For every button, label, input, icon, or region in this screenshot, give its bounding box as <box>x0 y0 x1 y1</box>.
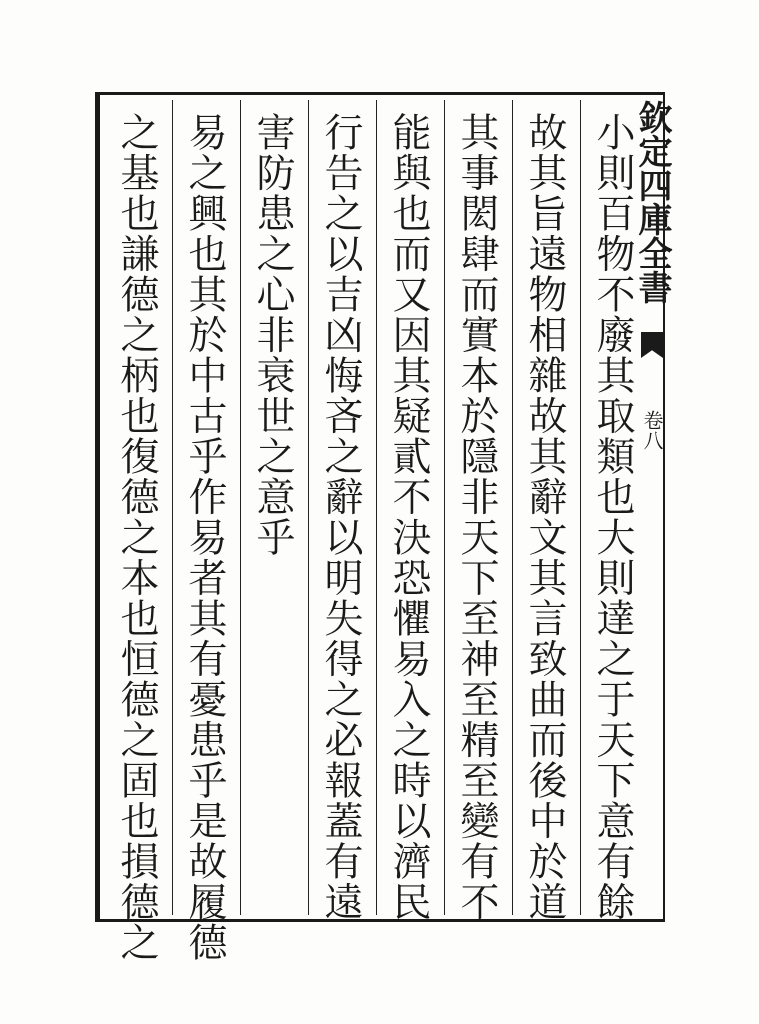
text-column-6: 害防患之心非衰世之意乎 <box>250 112 295 558</box>
column-divider <box>376 100 377 915</box>
text-column-3: 其事閎肆而實本於隱非天下至神至精至變有不 <box>454 112 499 922</box>
column-divider <box>512 100 513 915</box>
text-column-8: 之基也謙德之柄也復德之本也恒德之固也損德之 <box>114 112 159 963</box>
text-column-5: 行告之以吉凶悔吝之辭以明失得之必報蓋有遠 <box>318 112 363 922</box>
column-divider <box>172 100 173 915</box>
column-divider <box>580 100 581 915</box>
book-title: 欽定四庫全書 <box>632 100 672 304</box>
text-column-1: 小則百物不廢其取類也大則達之于天下意有餘 <box>590 112 635 922</box>
text-column-7: 易之興也其於中古乎作易者其有憂患乎是故履德 <box>182 112 227 963</box>
volume-label: 卷八 <box>640 410 664 450</box>
column-divider <box>240 100 241 915</box>
column-divider <box>308 100 309 915</box>
column-divider <box>444 100 445 915</box>
text-column-4: 能與也而又因其疑貳不決恐懼易入之時以濟民 <box>386 112 431 922</box>
text-column-2: 故其旨遠物相雜故其辭文其言致曲而後中於道 <box>522 112 567 922</box>
